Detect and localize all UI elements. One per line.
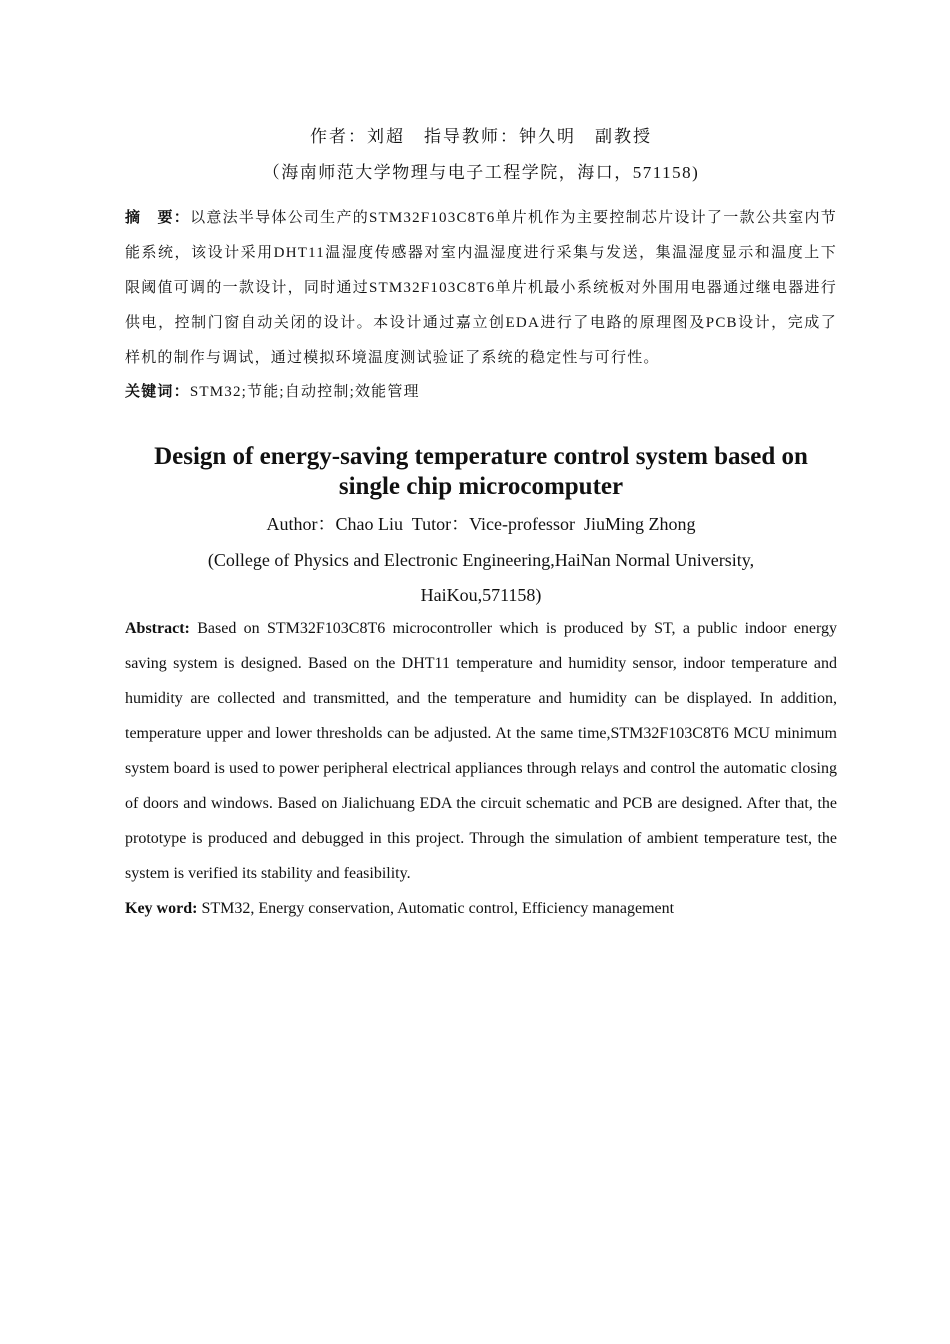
en-affiliation: (College of Physics and Electronic Engineering,HaiNan Normal University, HaiKou,571158) <box>207 550 755 605</box>
cn-keywords-label: 关键词： <box>125 384 190 400</box>
cn-affiliation: （海南师范大学物理与电子工程学院，海口，571158) <box>262 163 700 182</box>
en-keywords <box>125 891 837 926</box>
cn-keywords <box>125 375 837 410</box>
cn-keywords-text: STM32;节能;自动控制;效能管理 <box>189 384 420 400</box>
cn-author-line: 作者：刘超 指导教师：钟久明 副教授 <box>310 127 652 146</box>
cn-abstract <box>125 201 837 376</box>
en-abstract-text: Based on STM32F103C8T6 microcontroller which is produced by ST, a public indoor energy saving system is designed. Based on the DHT11 temperature and humidity sensor, indoor temperature and humidity are collected and transmitted, and the temperature and humidity can be displayed. In addition, temperature upper and lower thresholds can be adjusted. At the same time,STM32F103C8T6 MCU minimum system board is used to power peripheral electrical appliances through relays and control the automatic closing of doors and windows. Based on Jialichuang EDA the circuit schematic and PCB are designed. After that, the prototype is produced and debugged in this project. Through the simulation of ambient temperature test, the system is verified its stability and feasibility. <box>125 620 838 882</box>
cn-abstract-label: 摘 要： <box>125 210 191 226</box>
en-author-line: Author：Chao Liu Tutor：Vice-professor JiuMing Zhong <box>266 514 696 534</box>
en-keywords-label: Key word: <box>125 900 198 917</box>
en-abstract <box>125 611 837 891</box>
en-title: Design of energy-saving temperature control system based on single chip microcomputer <box>154 443 808 500</box>
en-keywords-text: STM32, Energy conservation, Automatic control, Efficiency management <box>201 900 675 917</box>
en-abstract-label: Abstract: <box>125 620 190 637</box>
cn-abstract-text: 以意法半导体公司生产的STM32F103C8T6单片机作为主要控制芯片设计了一款公共室内节能系统，该设计采用DHT11温湿度传感器对室内温湿度进行采集与发送，集温湿度显示和温度上下限阈值可调的一款设计，同时通过STM32F103C8T6单片机最小系统板对外围用电器通过继电器进行供电，控制门窗自动关闭的设计。本设计通过嘉立创EDA进行了电路的原理图及PCB设计，完成了样机的制作与调试，通过模拟环境温度测试验证了系统的稳定性与可行性。 <box>125 210 837 366</box>
